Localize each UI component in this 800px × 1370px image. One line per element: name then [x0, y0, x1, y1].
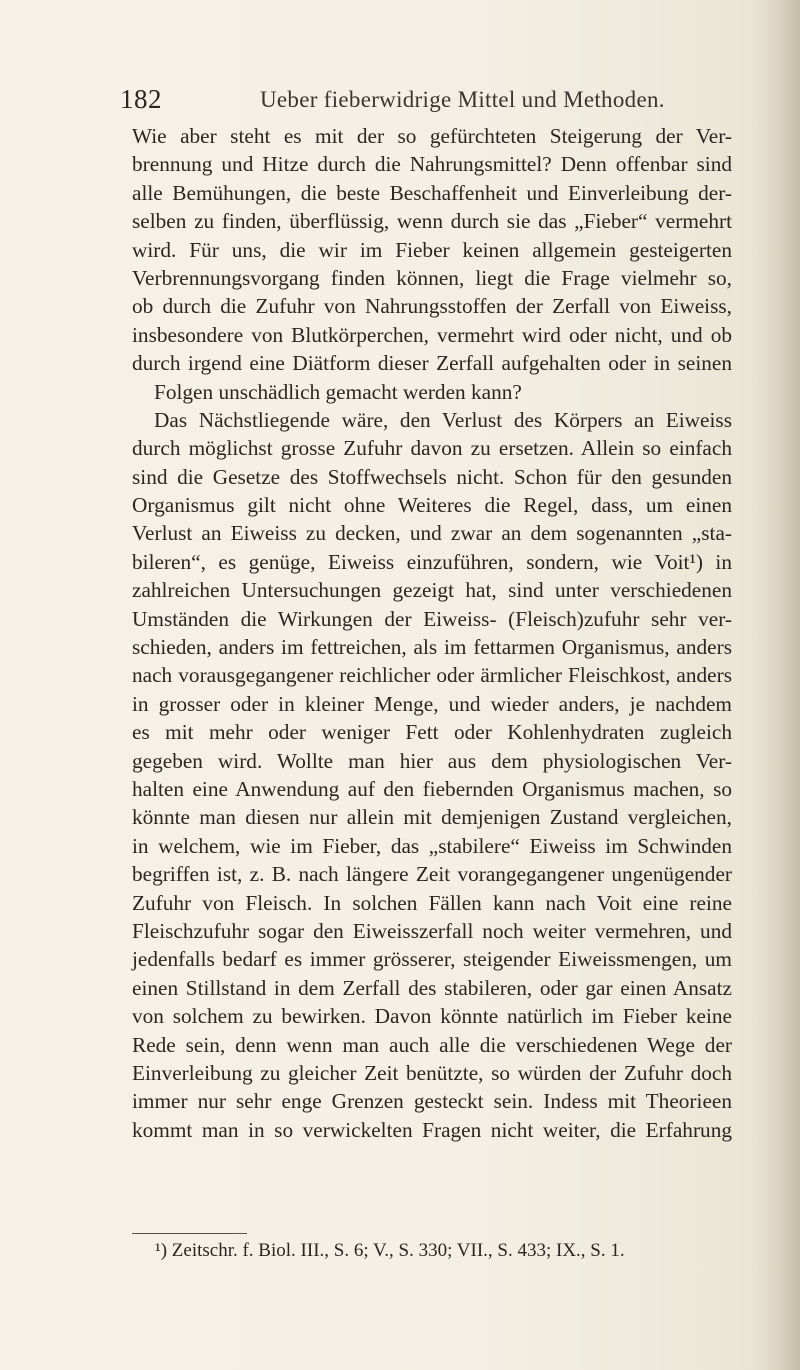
text-line: Rede sein, denn wenn man auch alle die verschiedenen Wege der — [132, 1032, 732, 1057]
text-line: selben zu finden, überflüssig, wenn durch sie das „Fieber“ vermehrt — [132, 209, 732, 234]
text-line: ob durch die Zufuhr von Nahrungsstoffen der Zerfall von Eiweiss, — [132, 294, 732, 319]
text-line: bileren“, es genüge, Eiweiss einzuführen, sondern, wie Voit¹) in — [132, 549, 732, 574]
footnote: ¹) Zeitschr. f. Biol. III., S. 6; V., S. 330; VII., S. 433; IX., S. 1. — [155, 1240, 625, 1261]
text-line: Folgen unschädlich gemacht werden kann? — [154, 379, 522, 404]
text-line: begriffen ist, z. B. nach längere Zeit vorangegangener ungenügender — [132, 862, 732, 887]
text-line: in welchem, wie im Fieber, das „stabilere“ Eiweiss im Schwinden — [132, 833, 732, 858]
text-line: zahlreichen Untersuchungen gezeigt hat, sind unter verschiedenen — [132, 578, 732, 603]
body-text — [132, 122, 732, 1144]
page-edge-shadow — [756, 0, 800, 1370]
text-line: durch irgend eine Diätform dieser Zerfall aufgehalten oder in seinen — [132, 351, 732, 376]
text-line: wird. Für uns, die wir im Fieber keinen allgemein gesteigerten — [132, 237, 732, 262]
text-line: Verlust an Eiweiss zu decken, und zwar an dem sogenannten „sta- — [132, 521, 732, 546]
page-number: 182 — [120, 84, 162, 114]
text-line: schieden, anders im fettreichen, als im fettarmen Organismus, anders — [132, 635, 732, 660]
text-line: Organismus gilt nicht ohne Weiteres die Regel, dass, um einen — [132, 493, 732, 518]
text-line: nach vorausgegangener reichlicher oder ärmlicher Fleischkost, anders — [132, 663, 732, 688]
text-line: jedenfalls bedarf es immer grösserer, steigender Eiweissmengen, um — [132, 947, 732, 972]
text-line: immer nur sehr enge Grenzen gesteckt sein. Indess mit Theorieen — [132, 1089, 732, 1114]
text-line: einen Stillstand in dem Zerfall des stabileren, oder gar einen Ansatz — [132, 975, 732, 1000]
text-line: Wie aber steht es mit der so gefürchteten Steigerung der Ver- — [132, 124, 732, 148]
text-line: Umständen die Wirkungen der Eiweiss- (Fleisch)zufuhr sehr ver- — [132, 606, 732, 631]
text-line: Zufuhr von Fleisch. In solchen Fällen kann nach Voit eine reine — [132, 890, 732, 915]
text-line: sind die Gesetze des Stoffwechsels nicht. Schon für den gesunden — [132, 464, 732, 489]
footnote-rule — [132, 1233, 247, 1234]
text-line: brennung und Hitze durch die Nahrungsmittel? Denn offenbar sind — [132, 152, 732, 177]
text-line: könnte man diesen nur allein mit demjenigen Zustand vergleichen, — [132, 805, 732, 830]
text-line: Einverleibung zu gleicher Zeit benützte, so würden der Zufuhr doch — [132, 1060, 732, 1085]
text-line: insbesondere von Blutkörperchen, vermehrt wird oder nicht, und ob — [132, 322, 732, 347]
text-line: Verbrennungsvorgang finden können, liegt die Frage vielmehr so, — [132, 265, 732, 290]
text-line: Das Nächstliegende wäre, den Verlust des Körpers an Eiweiss — [154, 407, 732, 432]
text-line: halten eine Anwendung auf den fiebernden Organismus machen, so — [132, 776, 732, 801]
running-head — [120, 84, 680, 114]
text-line: kommt man in so verwickelten Fragen nicht weiter, die Erfahrung — [132, 1117, 732, 1142]
text-line: in grosser oder in kleiner Menge, und wieder anders, je nachdem — [132, 691, 732, 716]
running-title: Ueber fieberwidrige Mittel und Methoden. — [260, 87, 665, 112]
text-line: gegeben wird. Wollte man hier aus dem physiologischen Ver- — [132, 748, 732, 773]
text-line: alle Bemühungen, die beste Beschaffenheit und Einverleibung der- — [132, 180, 732, 205]
text-line: von solchem zu bewirken. Davon könnte natürlich im Fieber keine — [132, 1004, 732, 1029]
text-line: durch möglichst grosse Zufuhr davon zu ersetzen. Allein so einfach — [132, 436, 732, 461]
text-line: es mit mehr oder weniger Fett oder Kohlenhydraten zugleich — [132, 720, 732, 745]
text-line: Fleischzufuhr sogar den Eiweisszerfall noch weiter vermehren, und — [132, 918, 732, 943]
